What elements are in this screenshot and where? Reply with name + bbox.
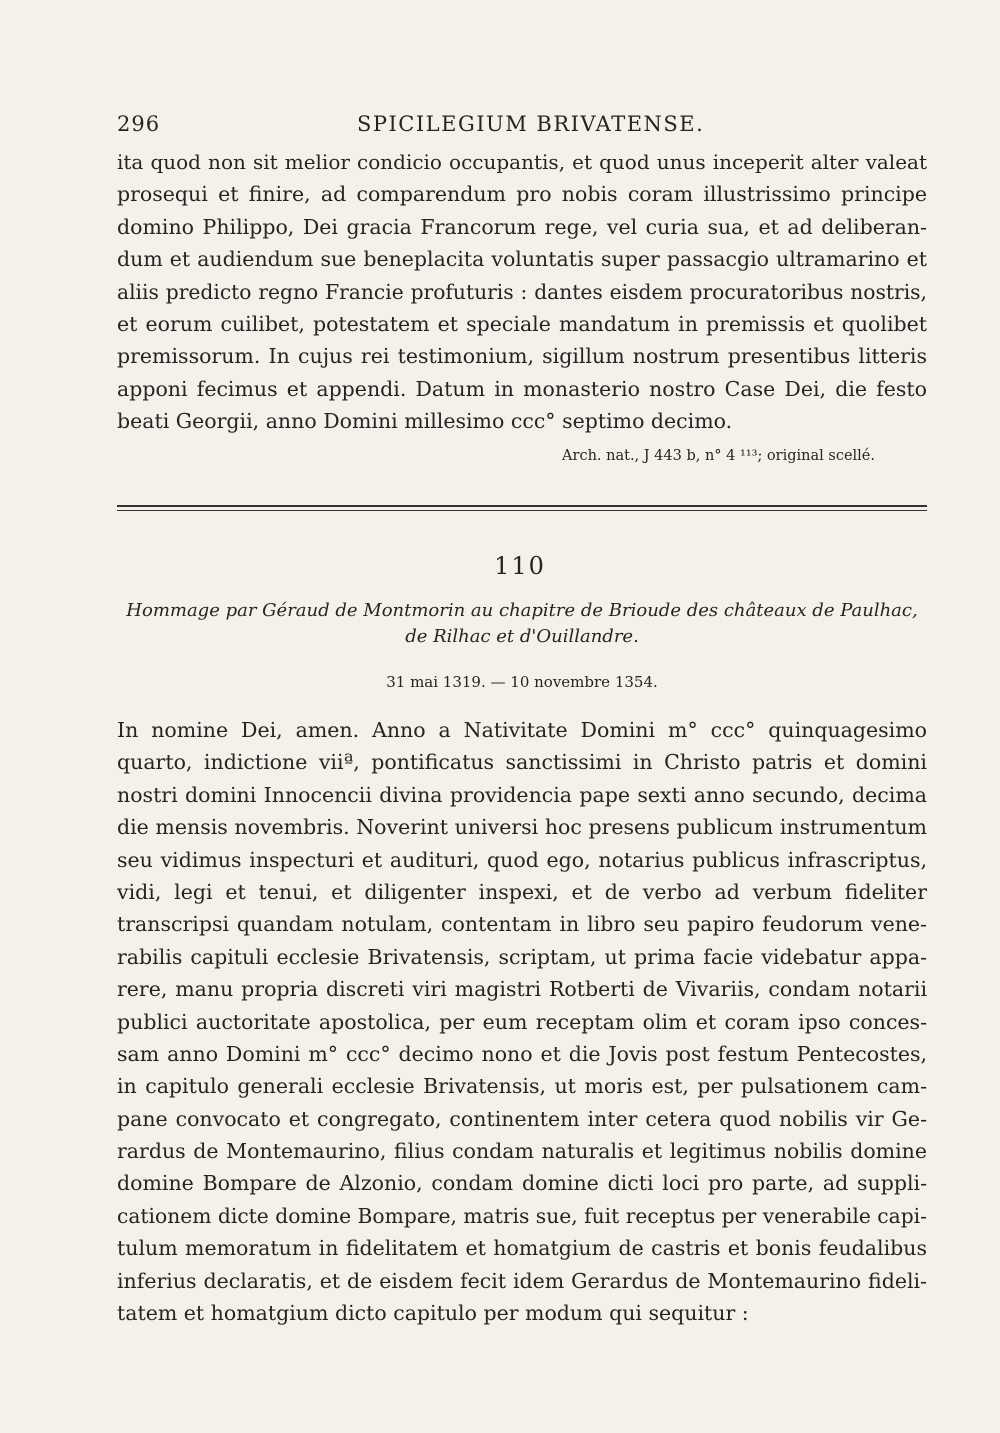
previous-document-text [117, 146, 927, 438]
section-rule-thin [117, 510, 927, 511]
text-line: sam anno Domini m° ccc° decimo nono et die Jovis post festum Pentecostes, [117, 1041, 927, 1066]
text-line: rabilis capituli ecclesie Brivatensis, scriptam, ut prima facie videbatur appa- [117, 944, 927, 969]
text-line: ita quod non sit melior condicio occupantis, et quod unus inceperit alter valeat [117, 150, 927, 174]
text-line: domine Bompare de Alzonio, condam domine dicti loci pro parte, ad suppli- [117, 1171, 927, 1196]
text-line: domino Philippo, Dei gracia Francorum rege, vel curia sua, et ad deliberan- [117, 214, 927, 239]
document-title-line: de Rilhac et d'Ouillandre. [405, 626, 639, 647]
text-line: inferius declaratis, et de eisdem fecit idem Gerardus de Montemaurino fideli- [117, 1268, 927, 1293]
text-line: pane convocato et congregato, continentem inter cetera quod nobilis vir Ge- [117, 1106, 927, 1131]
section-rule [117, 505, 927, 507]
text-line: transcripsi quandam notulam, contentam in libro seu papiro feudorum vene- [117, 912, 927, 937]
text-line: prosequi et finire, ad comparendum pro nobis coram illustrissimo principe [117, 182, 927, 207]
page-header [117, 112, 927, 142]
text-line: rardus de Montemaurino, filius condam naturalis et legitimus nobilis domine [117, 1139, 927, 1164]
page-number: 296 [117, 112, 161, 136]
text-line: cationem dicte domine Bompare, matris sue, fuit receptus per venerabile capi- [117, 1203, 927, 1228]
text-line: tatem et homatgium dicto capitulo per modum qui sequitur : [117, 1301, 749, 1326]
text-line: rere, manu propria discreti viri magistri Rotberti de Vivariis, condam notarii [117, 977, 927, 1002]
text-line: aliis predicto regno Francie profuturis : dantes eisdem procuratoribus nostris, [117, 279, 927, 304]
text-line: et eorum cuilibet, potestatem et speciale mandatum in premissis et quolibet [117, 311, 927, 336]
text-line: seu vidimus inspecturi et audituri, quod ego, notarius publicus infrascriptus, [117, 847, 927, 872]
text-line: die mensis novembris. Noverint universi hoc presens publicum instrumentum [117, 815, 927, 840]
text-line: beati Georgii, anno Domini millesimo ccc° septimo decimo. [117, 409, 733, 434]
document-title-line: Hommage par Géraud de Montmorin au chapitre de Brioude des châteaux de Paulhac, [126, 600, 918, 621]
text-line: nostri domini Innocencii divina providencia pape sexti anno secundo, decima [117, 782, 927, 807]
text-line: In nomine Dei, amen. Anno a Nativitate Domini m° ccc° quinquagesimo [117, 718, 927, 742]
text-line: in capitulo generali ecclesie Brivatensis, ut moris est, per pulsationem cam- [117, 1074, 927, 1099]
document-number: 110 [494, 552, 546, 580]
text-line: vidi, legi et tenui, et diligenter inspexi, et de verbo ad verbum fideliter [117, 879, 927, 904]
archive-citation: Arch. nat., J 443 b, n° 4 ¹¹³; original scellé. [562, 448, 875, 464]
document-title [117, 598, 927, 650]
text-line: quarto, indictione viiª, pontificatus sanctissimi in Christo patris et domini [117, 750, 927, 775]
document-text [117, 714, 927, 1329]
text-line: apponi fecimus et appendi. Datum in monasterio nostro Case Dei, die festo [117, 376, 927, 401]
text-line: publici auctoritate apostolica, per eum receptam olim et coram ipso conces- [117, 1009, 927, 1034]
document-date: 31 mai 1319. — 10 novembre 1354. [386, 673, 658, 691]
text-line: tulum memoratum in fidelitatem et homatgium de castris et bonis feudalibus [117, 1236, 927, 1261]
text-line: premissorum. In cujus rei testimonium, sigillum nostrum presentibus litteris [117, 344, 927, 369]
text-line: dum et audiendum sue beneplacita voluntatis super passacgio ultramarino et [117, 247, 927, 272]
running-title: SPICILEGIUM BRIVATENSE. [357, 112, 705, 136]
